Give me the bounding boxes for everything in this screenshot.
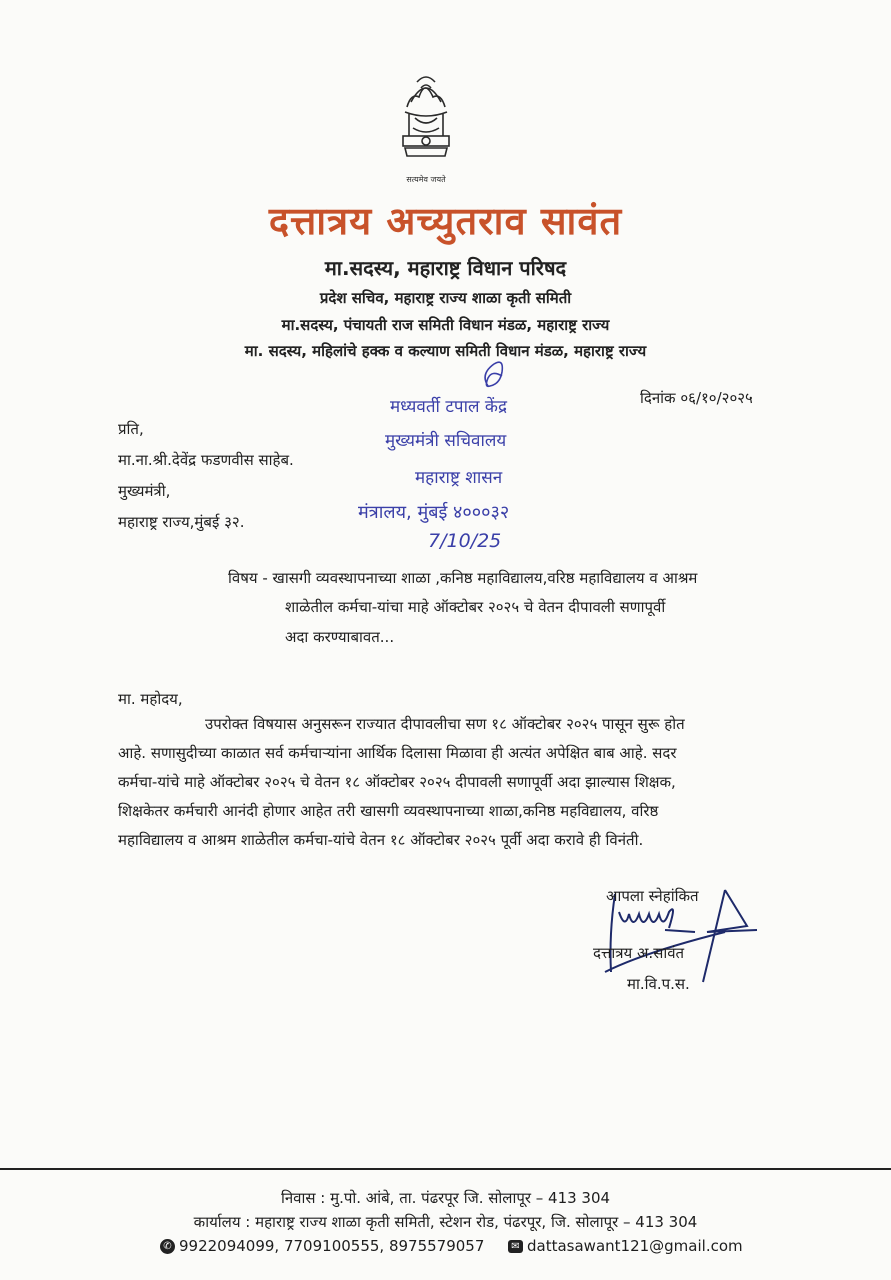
footer-phones bbox=[160, 1237, 484, 1255]
footer-residence: निवास : मु.पो. आंबे, ता. पंढरपूर जि. सोलापूर – 413 304 bbox=[280, 1189, 611, 1207]
body-line: उपरोक्त विषयास अनुसरून राज्यात दीपावलीचा सण १८ ऑक्टोबर २०२५ पासून सुरू होत bbox=[205, 715, 685, 733]
receipt-stamp-date: 7/10/25 bbox=[428, 530, 502, 552]
phone-icon: ✆ bbox=[160, 1239, 175, 1254]
letterhead-name: दत्तात्रय अच्युतराव सावंत bbox=[268, 199, 623, 243]
footer-email bbox=[508, 1237, 743, 1255]
ashoka-emblem-icon bbox=[381, 62, 471, 172]
recipient-line: मा.ना.श्री.देवेंद्र फडणवीस साहेब. bbox=[118, 451, 294, 469]
designation-line: मा. सदस्य, महिलांचे हक्क व कल्याण समिती विधान मंडळ, महाराष्ट्र राज्य bbox=[244, 342, 647, 360]
footer-divider bbox=[0, 1168, 891, 1170]
body-line: शिक्षकेतर कर्मचारी आनंदी होणार आहेत तरी खासगी व्यवस्थापनाच्या शाळा,कनिष्ठ महविद्यालय, वरिष्ठ bbox=[118, 802, 659, 820]
designation-line: प्रदेश सचिव, महाराष्ट्र राज्य शाळा कृती समिती bbox=[319, 289, 572, 307]
receipt-stamp-line: मंत्रालय, मुंबई ४०००३२ bbox=[358, 502, 510, 523]
email-address: dattasawant121@gmail.com bbox=[527, 1237, 743, 1255]
signatory-name: दत्तात्रय अ.सावंत bbox=[593, 944, 685, 962]
body-line: आहे. सणासुदीच्या काळात सर्व कर्मचाऱ्यांना आर्थिक दिलासा मिळावा ही अत्यंत अपेक्षित बाब आहे. सदर bbox=[118, 744, 677, 762]
subject-line: विषय - खासगी व्यवस्थापनाच्या शाळा ,कनिष्ठ महाविद्यालय,वरिष्ठ महाविद्यालय व आश्रम bbox=[228, 569, 698, 587]
subject-line: शाळेतील कर्मचा-यांचा माहे ऑक्टोबर २०२५ चे वेतन दीपावली सणापूर्वी bbox=[285, 598, 666, 616]
recipient-line: प्रति, bbox=[118, 420, 144, 438]
designation-line: मा.सदस्य, महाराष्ट्र विधान परिषद bbox=[324, 256, 567, 280]
recipient-line: महाराष्ट्र राज्य,मुंबई ३२. bbox=[118, 513, 245, 531]
signatory-designation: मा.वि.प.स. bbox=[627, 975, 690, 993]
body-line: कर्मचा-यांचे माहे ऑक्टोबर २०२५ चे वेतन १८ ऑक्टोबर २०२५ दीपावली सणापूर्वी अदा झाल्यास शिक्षक, bbox=[118, 773, 676, 791]
body-line: महाविद्यालय व आश्रम शाळेतील कर्मचा-यांचे वेतन १८ ऑक्टोबर २०२५ पूर्वी अदा करावे ही विनंती. bbox=[118, 831, 644, 849]
salutation: मा. महोदय, bbox=[118, 690, 183, 708]
emblem-motto: सत्यमेव जयते bbox=[406, 175, 446, 184]
footer-office: कार्यालय : महाराष्ट्र राज्य शाळा कृती समिती, स्टेशन रोड, पंढरपूर, जि. सोलापूर – 413 304 bbox=[193, 1213, 698, 1231]
email-icon: ✉ bbox=[508, 1240, 523, 1253]
state-emblem bbox=[381, 62, 471, 188]
closing: आपला स्नेहांकित bbox=[606, 887, 699, 905]
subject-line: अदा करण्याबावत... bbox=[285, 628, 395, 646]
letter-date: दिनांक ०६/१०/२०२५ bbox=[640, 389, 753, 407]
recipient-line: मुख्यमंत्री, bbox=[118, 482, 171, 500]
designation-line: मा.सदस्य, पंचायती राज समिती विधान मंडळ, महाराष्ट्र राज्य bbox=[281, 316, 610, 334]
phone-numbers: 9922094099, 7709100555, 8975579057 bbox=[179, 1237, 485, 1255]
receipt-stamp-line: महाराष्ट्र शासन bbox=[415, 468, 503, 488]
receipt-stamp-line: मुख्यमंत्री सचिवालय bbox=[385, 431, 507, 451]
receipt-stamp-line: मध्यवर्ती टपाल केंद्र bbox=[390, 397, 508, 417]
